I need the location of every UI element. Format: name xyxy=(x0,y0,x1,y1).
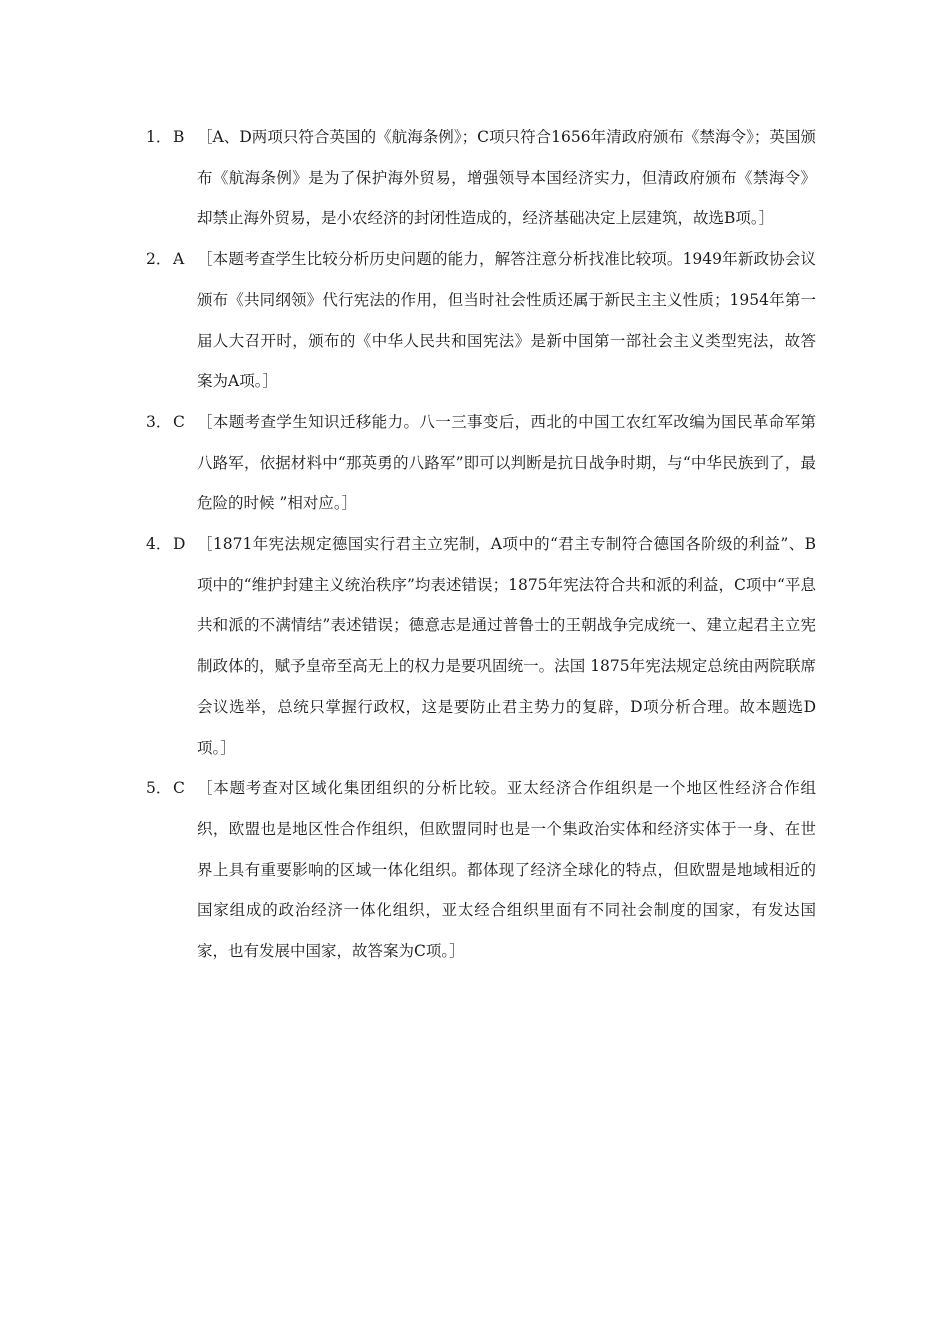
answer-number: 5． xyxy=(146,779,172,798)
answer-item-5 xyxy=(146,768,816,972)
answer-letter: C xyxy=(173,779,185,798)
answer-item-4 xyxy=(146,524,816,768)
answer-explanation: ［本题考查学生比较分析历史问题的能力，解答注意分析找准比较项。1949年新政协会议颁布《共同纲领》代行宪法的作用，但当时社会性质还属于新民主主义性质；1954年第一届人大召开时，颁布的《中华人民共和国宪法》是新中国第一部社会主义类型宪法，故答案为A项。］ xyxy=(197,250,816,391)
answer-number: 2． xyxy=(146,250,172,269)
answer-number: 1． xyxy=(146,128,172,146)
answer-key-list xyxy=(146,117,816,972)
answer-letter: C xyxy=(173,412,185,431)
answer-number: 3． xyxy=(146,412,172,431)
answer-letter: D xyxy=(173,535,186,554)
answer-number: 4． xyxy=(146,535,172,554)
answer-letter: B xyxy=(173,128,185,146)
answer-item-3 xyxy=(146,402,816,524)
answer-item-1 xyxy=(146,117,816,239)
answer-explanation: ［本题考查学生知识迁移能力。八一三事变后，西北的中国工农红军改编为国民革命军第八路军，依据材料中“那英勇的八路军”即可以判断是抗日战争时期，与“中华民族到了，最危险的时候 ”相对应。］ xyxy=(197,412,816,513)
answer-item-2 xyxy=(146,239,816,402)
answer-letter: A xyxy=(173,250,185,269)
answer-explanation: ［本题考查对区域化集团组织的分析比较。亚太经济合作组织是一个地区性经济合作组织，欧盟也是地区性合作组织，但欧盟同时也是一个集政治实体和经济实体于一身、在世界上具有重要影响的区域一体化组织。都体现了经济全球化的特点，但欧盟是地域相近的国家组成的政治经济一体化组织，亚太经合组织里面有不同社会制度的国家，有发达国家，也有发展中国家，故答案为C项。］ xyxy=(197,779,816,961)
answer-explanation: ［A、D两项只符合英国的《航海条例》；C项只符合1656年清政府颁布《禁海令》；英国颁布《航海条例》是为了保护海外贸易，增强领导本国经济实力，但清政府颁布《禁海令》却禁止海外贸易，是小农经济的封闭性造成的，经济基础决定上层建筑，故选B项。］ xyxy=(197,128,816,228)
answer-explanation: ［1871年宪法规定德国实行君主立宪制，A项中的“君主专制符合德国各阶级的利益”、B项中的“维护封建主义统治秩序”均表述错误；1875年宪法符合共和派的利益，C项中“平息共和派的不满情结”表述错误；德意志是通过普鲁士的王朝战争完成统一、建立起君主立宪制政体的，赋予皇帝至高无上的权力是要巩固统一。法国 1875年宪法规定总统由两院联席会议选举，总统只掌握行政权，这是要防止君主势力的复辟，D项分析合理。故本题选D项。］ xyxy=(197,535,816,757)
